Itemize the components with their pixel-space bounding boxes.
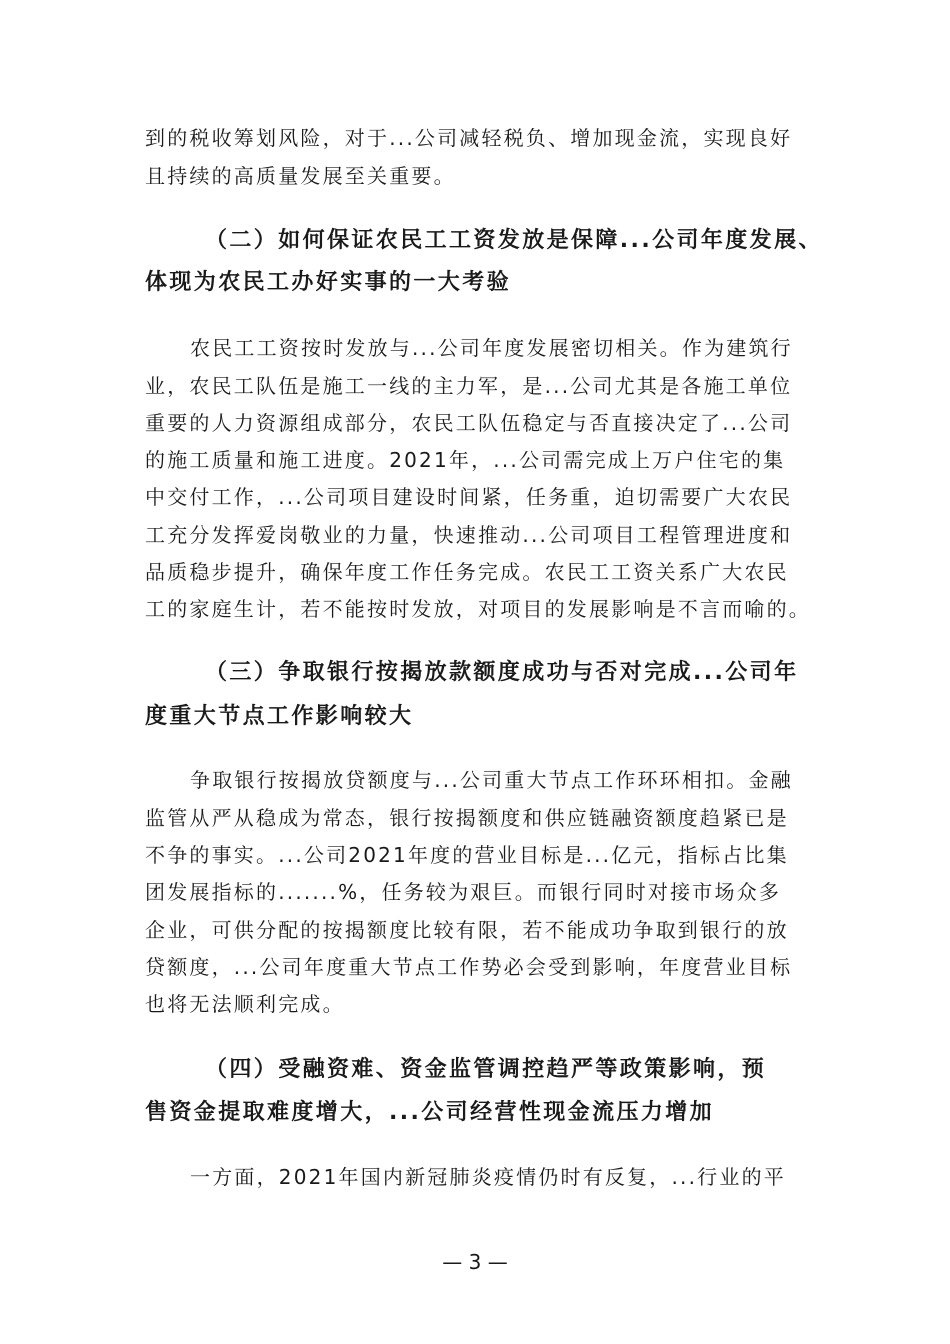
paragraph-line: 不争的事实。...公司2021年度的营业目标是...亿元，指标占比集 <box>145 843 789 867</box>
paragraph-line: 一方面，2021年国内新冠肺炎疫情仍时有反复，...行业的平 <box>190 1165 786 1189</box>
paragraph-line: 到的税收筹划风险，对于...公司减轻税负、增加现金流，实现良好 <box>145 126 793 150</box>
paragraph-line: 监管从严从稳成为常态，银行按揭额度和供应链融资额度趋紧已是 <box>145 806 789 830</box>
section-heading: 体现为农民工办好实事的一大考验 <box>145 270 512 295</box>
paragraph-line: 农民工工资按时发放与...公司年度发展密切相关。作为建筑行 <box>190 336 793 360</box>
paragraph-line: 品质稳步提升，确保年度工作任务完成。农民工工资关系广大农民 <box>145 560 789 584</box>
page-number: — 3 — <box>442 1250 508 1274</box>
paragraph-line: 工的家庭生计，若不能按时发放，对项目的发展影响是不言而喻的。 <box>145 597 811 621</box>
paragraph-line: 也将无法顺利完成。 <box>145 992 345 1016</box>
paragraph-line: 的施工质量和施工进度。2021年，...公司需完成上万户住宅的集 <box>145 448 786 472</box>
section-heading: （四）受融资难、资金监管调控趋严等政策影响，预 <box>205 1057 767 1082</box>
section-heading: 度重大节点工作影响较大 <box>145 704 414 729</box>
paragraph-line: 贷额度，...公司年度重大节点工作势必会受到影响，年度营业目标 <box>145 955 793 979</box>
paragraph-line: 重要的人力资源组成部分，农民工队伍稳定与否直接决定了...公司 <box>145 411 793 435</box>
paragraph-line: 中交付工作，...公司项目建设时间紧，任务重，迫切需要广大农民 <box>145 485 793 509</box>
section-heading: 售资金提取难度增大，...公司经营性现金流压力增加 <box>145 1100 715 1125</box>
paragraph-line: 且持续的高质量发展至关重要。 <box>145 164 456 188</box>
paragraph-line: 业，农民工队伍是施工一线的主力军，是...公司尤其是各施工单位 <box>145 374 793 398</box>
paragraph-line: 工充分发挥爱岗敬业的力量，快速推动...公司项目工程管理进度和 <box>145 523 793 547</box>
section-heading: （三）争取银行按揭放款额度成功与否对完成...公司年 <box>205 660 799 685</box>
paragraph-line: 企业，可供分配的按揭额度比较有限，若不能成功争取到银行的放 <box>145 918 789 942</box>
section-heading: （二）如何保证农民工工资发放是保障...公司年度发展、 <box>205 228 823 253</box>
paragraph-line: 争取银行按揭放贷额度与...公司重大节点工作环环相扣。金融 <box>190 768 793 792</box>
paragraph-line: 团发展指标的.......%，任务较为艰巨。而银行同时对接市场众多 <box>145 880 782 904</box>
